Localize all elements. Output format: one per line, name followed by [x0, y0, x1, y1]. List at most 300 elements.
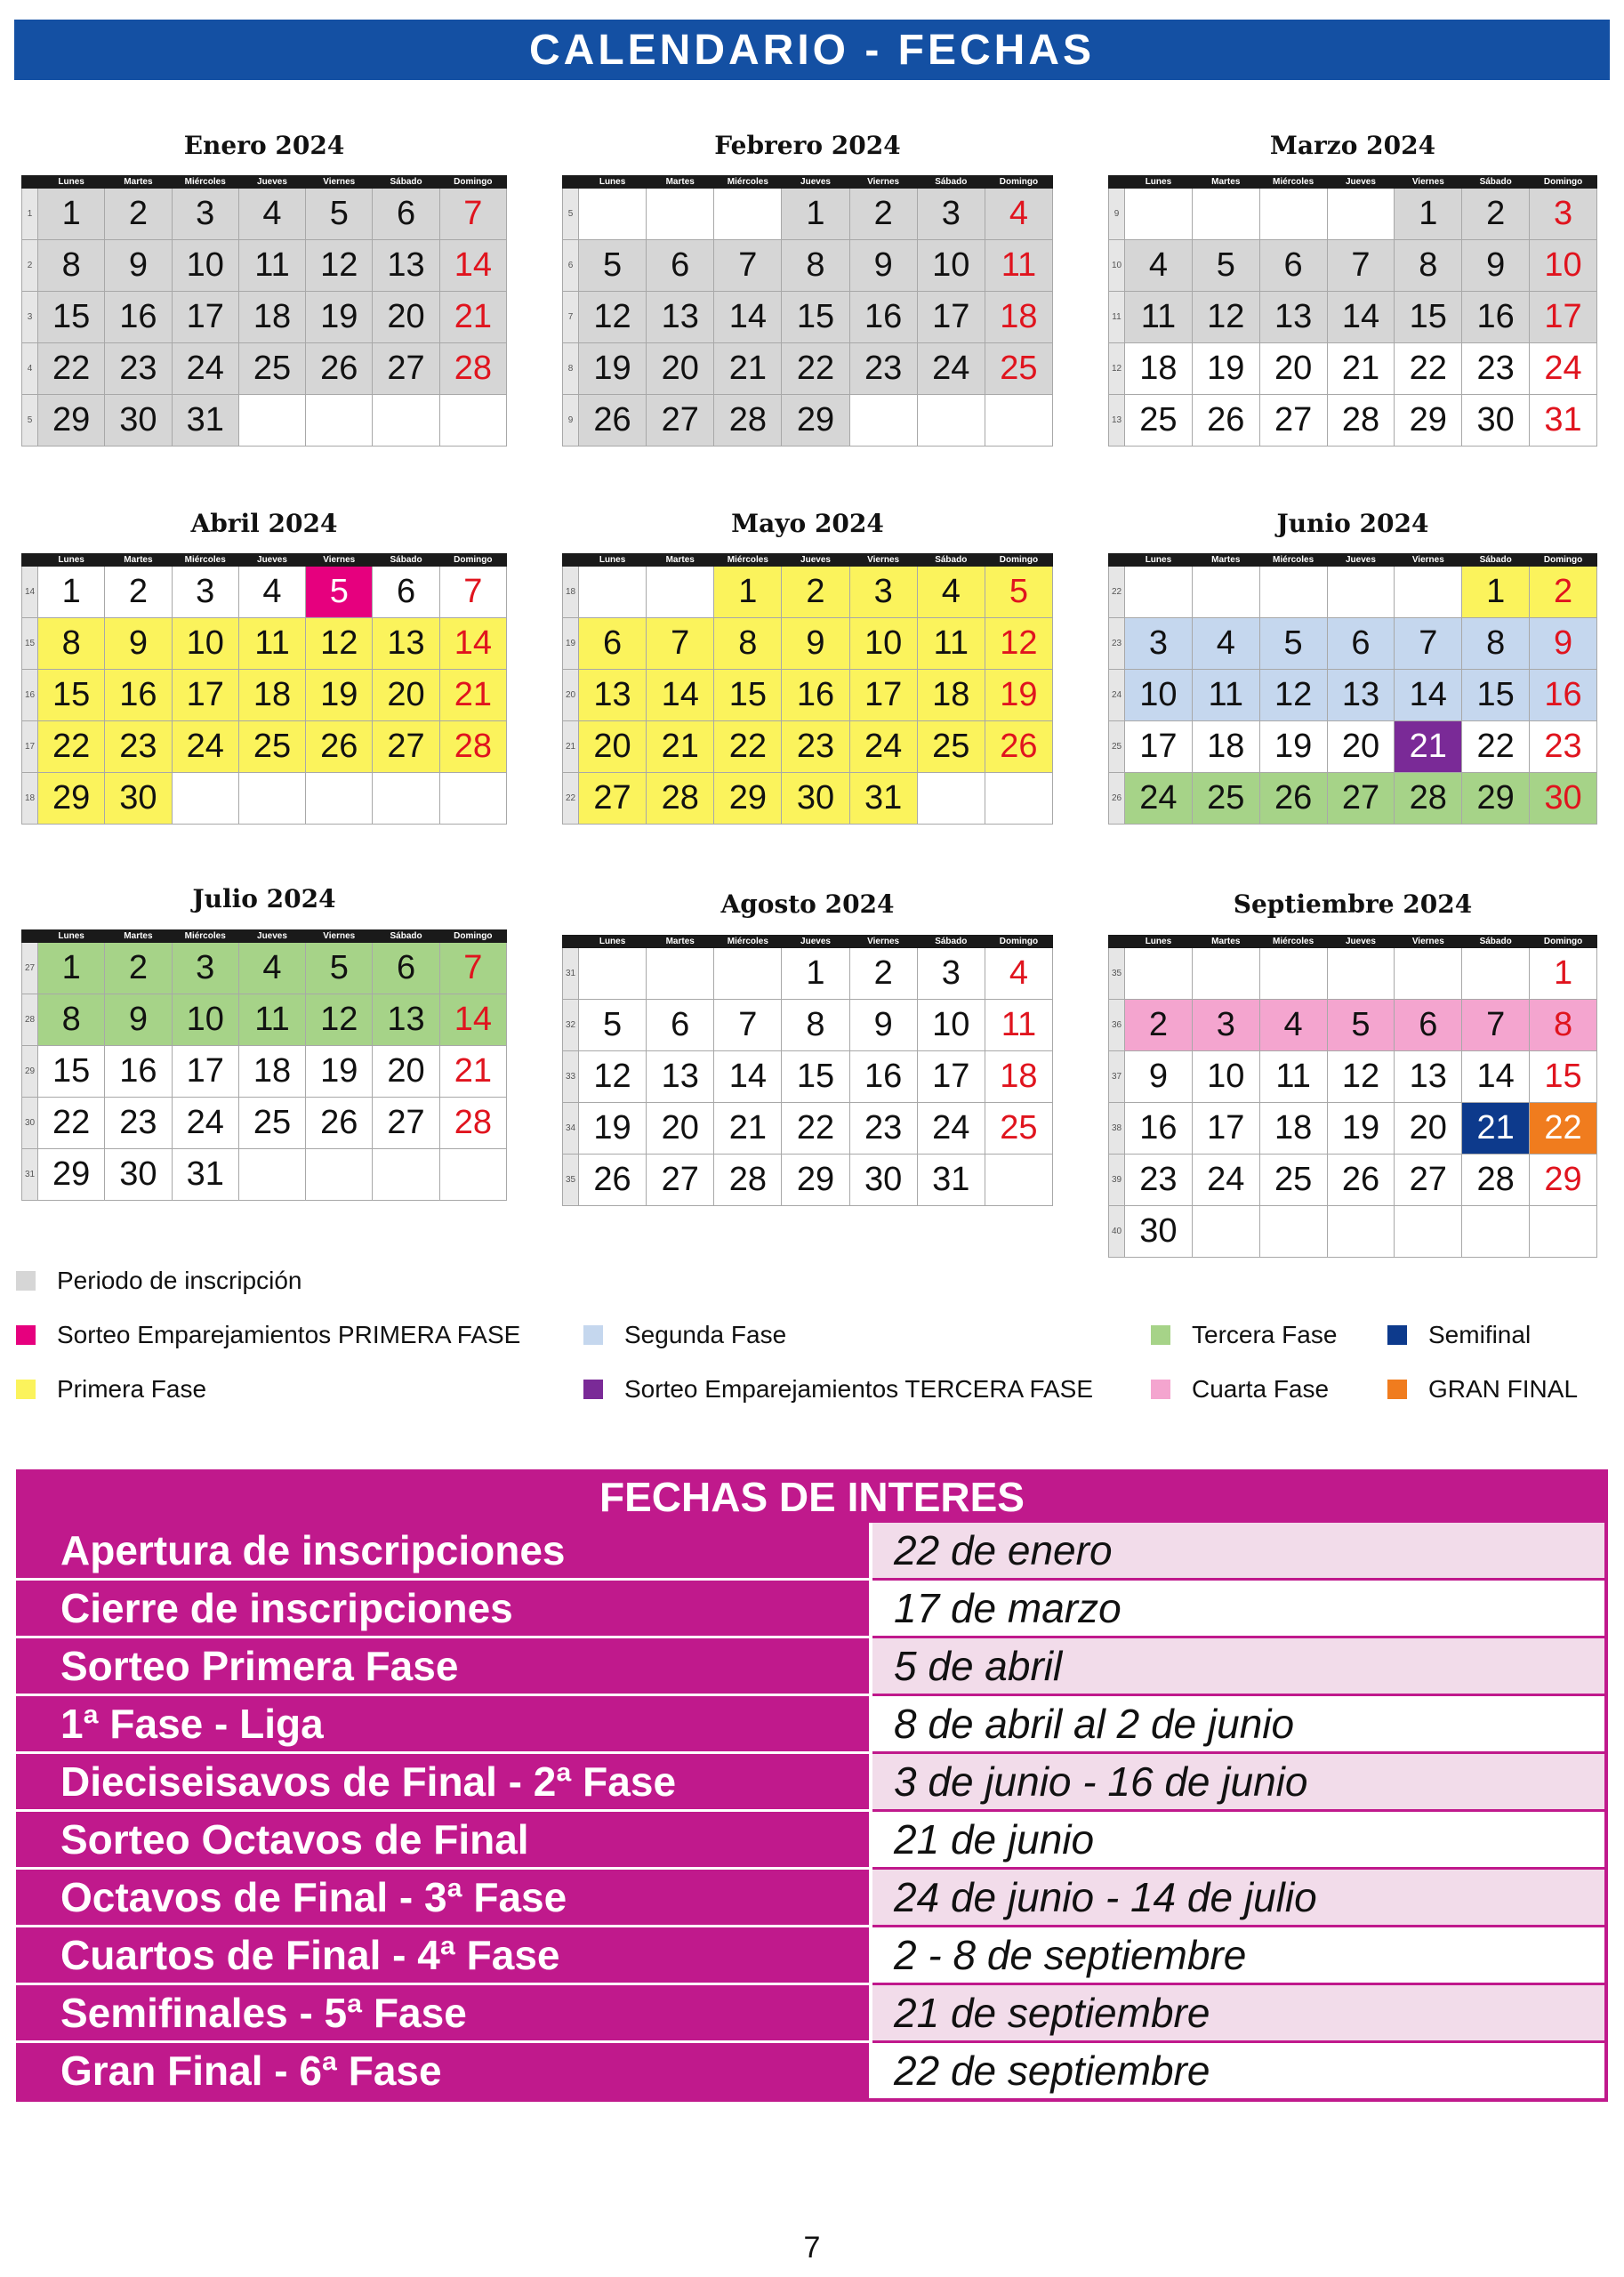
calendar-day: 17: [1530, 292, 1597, 343]
calendar-day: 3: [917, 948, 985, 1000]
month-table: [21, 929, 507, 1201]
interest-date: 5 de abril: [871, 1637, 1606, 1695]
weekday-header: Jueves: [238, 176, 305, 189]
weekday-header: Martes: [647, 554, 714, 567]
calendar-day: 5: [306, 189, 373, 240]
calendar-day: 4: [238, 567, 305, 618]
week-number: 25: [1109, 721, 1125, 773]
weekday-header: Domingo: [439, 554, 506, 567]
weekday-header: Miércoles: [172, 176, 238, 189]
week-number-header: [563, 936, 579, 948]
week-number: 35: [1109, 948, 1125, 1000]
calendar-day: 25: [985, 1103, 1052, 1155]
week-number: 18: [563, 567, 579, 618]
calendar-day: 15: [38, 1046, 105, 1098]
calendar-day: 10: [1125, 670, 1193, 721]
calendar-day: 19: [306, 670, 373, 721]
calendar-day: 14: [1327, 292, 1395, 343]
weekday-header: Viernes: [1395, 176, 1462, 189]
calendar-day: 17: [917, 292, 985, 343]
weekday-header: Domingo: [439, 930, 506, 943]
week-number: 29: [22, 1046, 38, 1098]
empty-day: [714, 948, 782, 1000]
calendar-day: 16: [1125, 1103, 1193, 1155]
month-table: [1108, 553, 1597, 825]
calendar-day: 11: [1125, 292, 1193, 343]
week-number: 9: [1109, 189, 1125, 240]
weekday-header: Miércoles: [172, 554, 238, 567]
legend-swatch: [1387, 1325, 1407, 1345]
calendar-day: 28: [1462, 1155, 1530, 1206]
calendar-day: 13: [647, 1051, 714, 1103]
calendar-day: 10: [1192, 1051, 1259, 1103]
empty-day: [579, 948, 647, 1000]
empty-day: [1327, 1206, 1395, 1258]
interest-label: Sorteo Octavos de Final: [16, 1811, 871, 1869]
calendar-day: 23: [1125, 1155, 1193, 1206]
calendar-day: 22: [1395, 343, 1462, 395]
week-number: 20: [563, 670, 579, 721]
calendar-day: 31: [849, 773, 917, 825]
calendar-day: 5: [579, 1000, 647, 1051]
calendar-day: 7: [1395, 618, 1462, 670]
empty-day: [1327, 948, 1395, 1000]
week-number: 15: [22, 618, 38, 670]
week-number-header: [1109, 554, 1125, 567]
legend-item: [1151, 1321, 1337, 1349]
calendar-day: 22: [38, 343, 105, 395]
week-number: 5: [22, 395, 38, 447]
calendar-day: 20: [1259, 343, 1327, 395]
weekday-header: Miércoles: [1259, 176, 1327, 189]
calendar-day: 11: [1192, 670, 1259, 721]
calendar-day: 25: [985, 343, 1052, 395]
interest-date: 21 de junio: [871, 1811, 1606, 1869]
empty-day: [373, 1149, 439, 1201]
interest-date: 17 de marzo: [871, 1580, 1606, 1637]
interest-date: 22 de septiembre: [871, 2042, 1606, 2101]
calendar-day: 8: [714, 618, 782, 670]
month-calendar: [1108, 131, 1597, 495]
calendar-day: 31: [172, 1149, 238, 1201]
calendar-day: 31: [172, 395, 238, 447]
calendar-day: 26: [579, 1155, 647, 1206]
interest-row: [16, 1927, 1606, 1984]
legend-item: [16, 1375, 206, 1404]
calendar-day: 27: [373, 343, 439, 395]
weekday-header: Lunes: [1125, 936, 1193, 948]
calendar-day: 28: [714, 1155, 782, 1206]
calendar-day: 9: [105, 240, 172, 292]
empty-day: [1192, 948, 1259, 1000]
calendar-day: 24: [172, 1098, 238, 1149]
weekday-header: Domingo: [1530, 554, 1597, 567]
empty-day: [238, 395, 305, 447]
legend-label: Primera Fase: [57, 1375, 207, 1403]
calendar-day: 29: [782, 1155, 849, 1206]
empty-day: [172, 773, 238, 825]
month-table: [562, 553, 1053, 825]
calendar-day: 4: [238, 189, 305, 240]
calendar-day: 8: [1530, 1000, 1597, 1051]
legend-label: Tercera Fase: [1192, 1321, 1338, 1348]
calendar-day: 17: [172, 670, 238, 721]
week-number: 31: [563, 948, 579, 1000]
month-title: Abril 2024: [190, 509, 338, 538]
interest-date: 3 de junio - 16 de junio: [871, 1753, 1606, 1811]
calendar-day: 21: [1327, 343, 1395, 395]
legend-item: [1387, 1321, 1531, 1349]
calendar-day: 13: [647, 292, 714, 343]
weekday-header: Lunes: [38, 176, 105, 189]
calendar-day: 16: [105, 292, 172, 343]
calendar-day: 6: [1259, 240, 1327, 292]
calendar-day: 25: [238, 1098, 305, 1149]
weekday-header: Viernes: [1395, 554, 1462, 567]
calendar-day: 13: [373, 994, 439, 1046]
calendar-day: 30: [1462, 395, 1530, 447]
calendar-day: 17: [849, 670, 917, 721]
empty-day: [1125, 948, 1193, 1000]
calendar-day: 29: [1462, 773, 1530, 825]
calendar-day: 11: [238, 618, 305, 670]
calendar-day: 20: [373, 292, 439, 343]
weekday-header: Sábado: [917, 554, 985, 567]
month-calendar: [562, 509, 1053, 873]
calendar-day: 13: [1395, 1051, 1462, 1103]
calendar-day: 20: [1327, 721, 1395, 773]
calendar-day: 19: [1192, 343, 1259, 395]
calendar-day: 16: [1462, 292, 1530, 343]
fechas-de-interes: [16, 1469, 1608, 2102]
calendar-day: 18: [1259, 1103, 1327, 1155]
legend-item: [583, 1321, 786, 1349]
calendar-day: 23: [105, 721, 172, 773]
week-number: 12: [1109, 343, 1125, 395]
calendar-day: 29: [38, 773, 105, 825]
legend-swatch: [16, 1380, 36, 1399]
calendar-day: 26: [306, 1098, 373, 1149]
weekday-header: Martes: [105, 176, 172, 189]
interest-row: [16, 1811, 1606, 1869]
calendar-day: 14: [647, 670, 714, 721]
calendar-day: 29: [38, 1149, 105, 1201]
empty-day: [439, 395, 506, 447]
calendar-day: 22: [1462, 721, 1530, 773]
empty-day: [1395, 948, 1462, 1000]
interest-date: 2 - 8 de septiembre: [871, 1927, 1606, 1984]
weekday-header: Jueves: [782, 176, 849, 189]
calendar-day: 6: [373, 567, 439, 618]
calendar-day: 9: [849, 240, 917, 292]
calendar-day: 28: [714, 395, 782, 447]
interest-row: [16, 2042, 1606, 2101]
calendar-day: 14: [1462, 1051, 1530, 1103]
interest-date: 21 de septiembre: [871, 1984, 1606, 2042]
empty-day: [985, 395, 1052, 447]
calendar-day: 21: [647, 721, 714, 773]
page-number: 7: [803, 2231, 821, 2265]
week-number: 22: [1109, 567, 1125, 618]
month-title: Septiembre 2024: [1233, 889, 1473, 919]
legend-label: Cuarta Fase: [1192, 1375, 1330, 1403]
calendar-day: 11: [238, 240, 305, 292]
month-title: Mayo 2024: [731, 509, 884, 538]
calendar-day: 15: [714, 670, 782, 721]
calendar-day: 12: [579, 292, 647, 343]
calendar-day: 18: [985, 292, 1052, 343]
interest-row: [16, 1869, 1606, 1927]
calendar-day: 10: [172, 240, 238, 292]
calendar-day: 24: [1530, 343, 1597, 395]
calendar-day: 28: [439, 721, 506, 773]
fechas-de-interes-table: [16, 1523, 1608, 2102]
empty-day: [1395, 1206, 1462, 1258]
weekday-header: Lunes: [579, 176, 647, 189]
interest-row: [16, 1753, 1606, 1811]
calendar-day: 11: [1259, 1051, 1327, 1103]
empty-day: [985, 1155, 1052, 1206]
calendar-day: 9: [849, 1000, 917, 1051]
calendar-day: 29: [782, 395, 849, 447]
calendar-day: 6: [1395, 1000, 1462, 1051]
calendar-day: 17: [172, 292, 238, 343]
calendar-day: 24: [917, 343, 985, 395]
weekday-header: Sábado: [373, 930, 439, 943]
legend-item: [1151, 1375, 1329, 1404]
weekday-header: Martes: [105, 930, 172, 943]
legend-label: GRAN FINAL: [1428, 1375, 1579, 1403]
legend-swatch: [16, 1325, 36, 1345]
week-number: 18: [22, 773, 38, 825]
calendar-day: 6: [647, 240, 714, 292]
empty-day: [1462, 1206, 1530, 1258]
calendar-day: 12: [985, 618, 1052, 670]
calendar-day: 9: [782, 618, 849, 670]
calendar-day: 17: [1192, 1103, 1259, 1155]
week-number: 19: [563, 618, 579, 670]
calendar-day: 15: [1530, 1051, 1597, 1103]
legend-swatch: [1151, 1325, 1170, 1345]
month-calendar: [562, 131, 1053, 495]
empty-day: [1327, 567, 1395, 618]
calendar-day: 26: [985, 721, 1052, 773]
calendar-day: 7: [1327, 240, 1395, 292]
legend-item: [583, 1375, 1093, 1404]
weekday-header: Miércoles: [1259, 936, 1327, 948]
calendar-day: 27: [579, 773, 647, 825]
calendar-day: 14: [439, 994, 506, 1046]
calendar-day: 10: [172, 618, 238, 670]
calendar-day: 1: [782, 189, 849, 240]
calendar-day: 1: [782, 948, 849, 1000]
calendar-day: 12: [306, 994, 373, 1046]
calendar-day: 4: [985, 189, 1052, 240]
week-number: 9: [563, 395, 579, 447]
weekday-header: Martes: [1192, 554, 1259, 567]
legend-swatch: [1151, 1380, 1170, 1399]
week-number: 37: [1109, 1051, 1125, 1103]
weekday-header: Jueves: [238, 554, 305, 567]
legend-swatch: [1387, 1380, 1407, 1399]
calendar-day: 8: [1395, 240, 1462, 292]
calendar-day: 4: [1192, 618, 1259, 670]
empty-day: [238, 773, 305, 825]
calendar-day: 19: [579, 1103, 647, 1155]
weekday-header: Viernes: [306, 176, 373, 189]
calendar-day: 9: [1125, 1051, 1193, 1103]
weekday-header: Domingo: [985, 554, 1052, 567]
empty-day: [647, 567, 714, 618]
calendar-day: 17: [172, 1046, 238, 1098]
calendar-day: 3: [917, 189, 985, 240]
calendar-day: 23: [105, 1098, 172, 1149]
calendar-day: 21: [714, 1103, 782, 1155]
calendar-day: 5: [306, 943, 373, 994]
calendar-day: 5: [1259, 618, 1327, 670]
calendar-day: 18: [238, 1046, 305, 1098]
calendar-day: 20: [579, 721, 647, 773]
calendar-day: 9: [105, 618, 172, 670]
week-number: 36: [1109, 1000, 1125, 1051]
weekday-header: Sábado: [1462, 554, 1530, 567]
calendar-day: 2: [105, 943, 172, 994]
calendar-day: 27: [1259, 395, 1327, 447]
calendar-day: 26: [1259, 773, 1327, 825]
interest-date: 22 de enero: [871, 1523, 1606, 1580]
calendar-day: 26: [306, 343, 373, 395]
calendar-day: 2: [1462, 189, 1530, 240]
empty-day: [1192, 189, 1259, 240]
interest-date: 8 de abril al 2 de junio: [871, 1695, 1606, 1753]
empty-day: [917, 395, 985, 447]
month-calendar: [562, 889, 1053, 1254]
calendar-day: 1: [38, 189, 105, 240]
empty-day: [647, 948, 714, 1000]
calendar-day: 4: [238, 943, 305, 994]
calendar-day: 25: [917, 721, 985, 773]
calendar-day: 7: [439, 567, 506, 618]
calendar-day: 16: [1530, 670, 1597, 721]
interest-label: Octavos de Final - 3ª Fase: [16, 1869, 871, 1927]
empty-day: [306, 395, 373, 447]
calendar-day: 29: [1530, 1155, 1597, 1206]
calendar-day: 10: [917, 240, 985, 292]
calendar-day: 3: [172, 567, 238, 618]
calendar-day: 22: [38, 721, 105, 773]
calendar-day: 15: [782, 292, 849, 343]
weekday-header: Lunes: [38, 930, 105, 943]
weekday-header: Sábado: [917, 176, 985, 189]
calendar-day: 14: [439, 618, 506, 670]
month-calendar: [21, 131, 507, 495]
legend-swatch: [16, 1271, 36, 1291]
month-table: [21, 553, 507, 825]
calendar-day: 19: [1327, 1103, 1395, 1155]
calendar-day: 31: [1530, 395, 1597, 447]
calendar-day: 13: [1259, 292, 1327, 343]
empty-day: [1259, 567, 1327, 618]
calendar-day: 2: [849, 189, 917, 240]
week-number-header: [22, 930, 38, 943]
empty-day: [1462, 948, 1530, 1000]
calendar-day: 10: [849, 618, 917, 670]
week-number: 1: [22, 189, 38, 240]
empty-day: [1259, 189, 1327, 240]
interest-row: [16, 1580, 1606, 1637]
calendar-day: 6: [1327, 618, 1395, 670]
calendar-day: 21: [714, 343, 782, 395]
calendar-day: 3: [1530, 189, 1597, 240]
calendar-day: 1: [38, 943, 105, 994]
calendar-day: 23: [1462, 343, 1530, 395]
interest-label: Sorteo Primera Fase: [16, 1637, 871, 1695]
week-number: 10: [1109, 240, 1125, 292]
calendar-day: 1: [1462, 567, 1530, 618]
month-table: [1108, 935, 1597, 1258]
weekday-header: Jueves: [782, 936, 849, 948]
week-number: 6: [563, 240, 579, 292]
weekday-header: Sábado: [917, 936, 985, 948]
weekday-header: Jueves: [238, 930, 305, 943]
calendar-day: 6: [647, 1000, 714, 1051]
legend-swatch: [583, 1380, 603, 1399]
calendar-day: 2: [849, 948, 917, 1000]
calendar-day: 22: [782, 1103, 849, 1155]
empty-day: [439, 773, 506, 825]
weekday-header: Domingo: [985, 176, 1052, 189]
interest-label: 1ª Fase - Liga: [16, 1695, 871, 1753]
calendar-day: 30: [105, 773, 172, 825]
calendar-day: 13: [579, 670, 647, 721]
calendar-day: 23: [105, 343, 172, 395]
calendar-day: 11: [917, 618, 985, 670]
calendar-day: 31: [917, 1155, 985, 1206]
interest-label: Cuartos de Final - 4ª Fase: [16, 1927, 871, 1984]
calendar-day: 12: [1192, 292, 1259, 343]
calendar-day: 28: [439, 343, 506, 395]
week-number: 40: [1109, 1206, 1125, 1258]
week-number: 26: [1109, 773, 1125, 825]
calendar-day: 20: [373, 670, 439, 721]
calendar-day: 29: [714, 773, 782, 825]
calendar-day: 1: [714, 567, 782, 618]
weekday-header: Viernes: [849, 554, 917, 567]
calendar-day: 27: [373, 1098, 439, 1149]
weekday-header: Jueves: [1327, 554, 1395, 567]
calendar-day: 16: [782, 670, 849, 721]
calendar-day: 21: [439, 670, 506, 721]
empty-day: [1259, 1206, 1327, 1258]
calendar-day: 22: [1530, 1103, 1597, 1155]
calendar-day: 30: [1125, 1206, 1193, 1258]
week-number: 34: [563, 1103, 579, 1155]
weekday-header: Lunes: [1125, 554, 1193, 567]
weekday-header: Lunes: [1125, 176, 1193, 189]
weekday-header: Miércoles: [172, 930, 238, 943]
legend-label: Segunda Fase: [624, 1321, 787, 1348]
calendar-day: 23: [849, 1103, 917, 1155]
calendar-day: 4: [917, 567, 985, 618]
weekday-header: Viernes: [849, 936, 917, 948]
calendar-day: 30: [105, 1149, 172, 1201]
calendar-day: 20: [373, 1046, 439, 1098]
empty-day: [579, 189, 647, 240]
calendar-day: 17: [1125, 721, 1193, 773]
week-number: 27: [22, 943, 38, 994]
calendar-day: 2: [1530, 567, 1597, 618]
calendar-day: 13: [373, 618, 439, 670]
